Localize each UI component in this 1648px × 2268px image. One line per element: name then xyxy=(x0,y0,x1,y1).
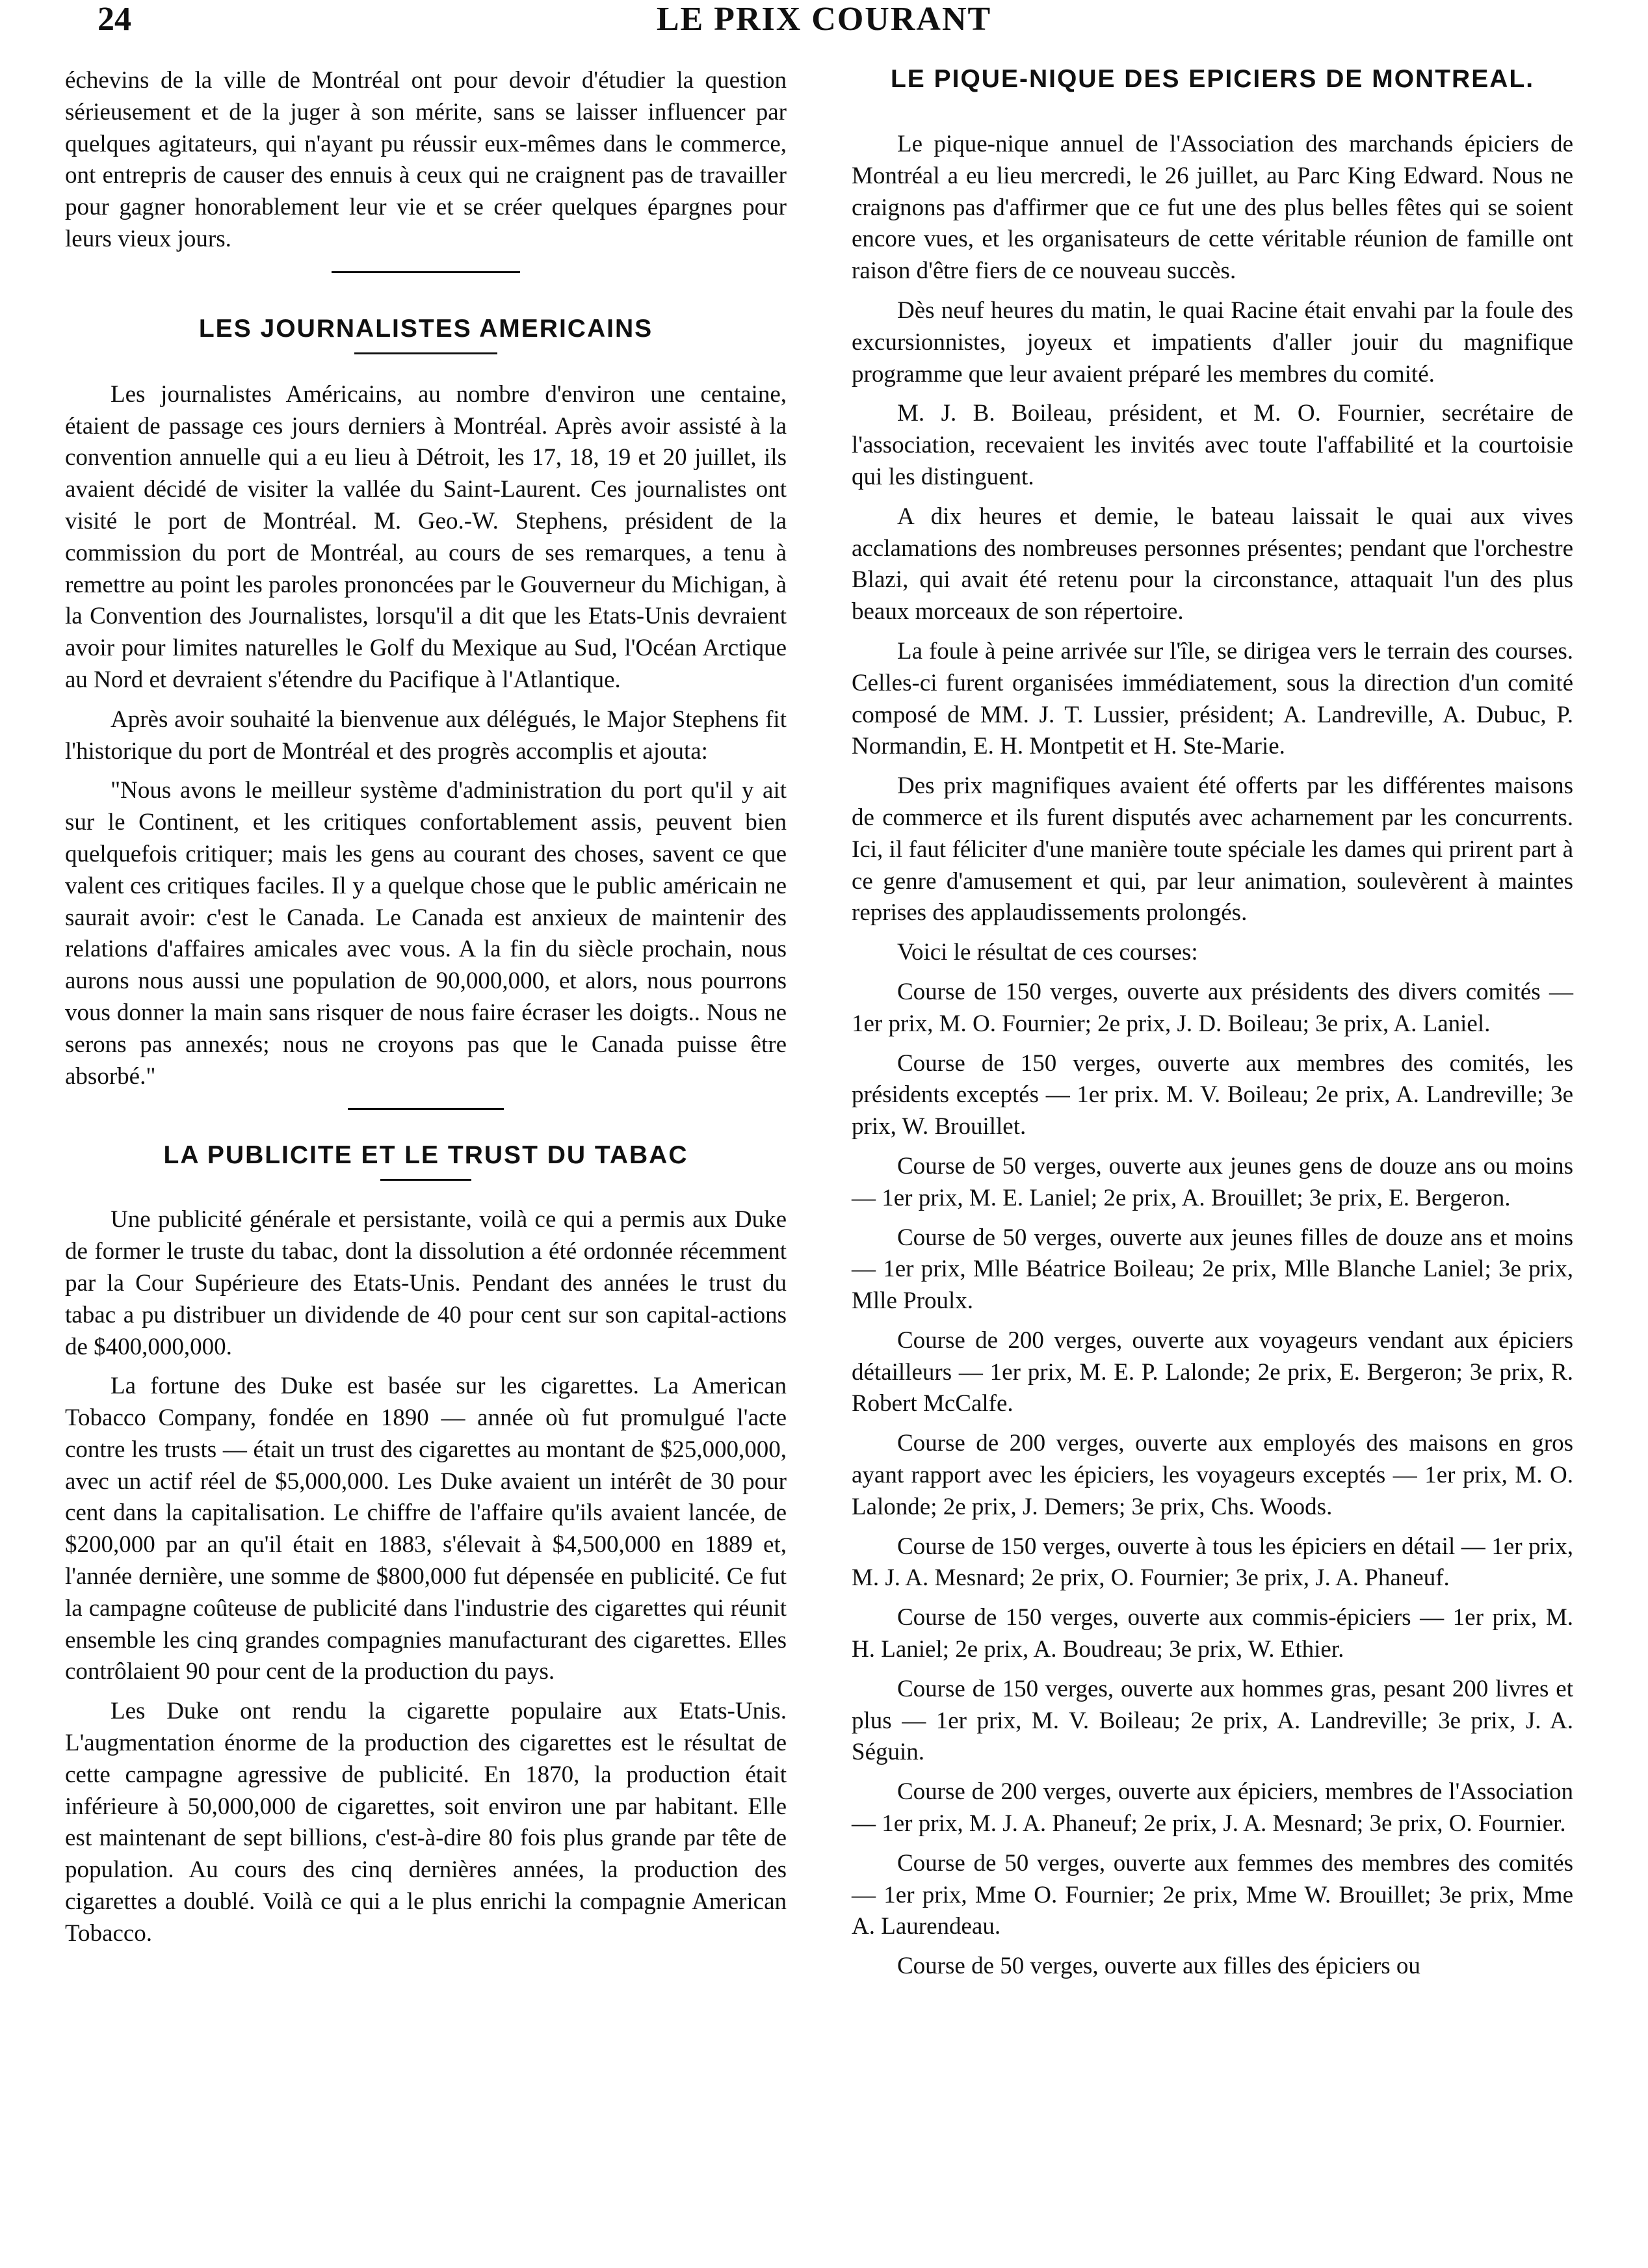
title-underline xyxy=(354,352,497,354)
article-paragraph: Une publicité générale et persistante, voilà ce qui a permis aux Duke de former le truste du tabac, dont la dissolution a été ordonnée récemment par la Cour Supérieure des Etats-Unis. Pendant des années le trust du tabac a pu distribuer un dividende de 40 pour cent sur son capital-actions de $400,000,000. xyxy=(65,1206,787,1360)
title-underline xyxy=(380,1179,471,1181)
article-title-publicite: LA PUBLICITE ET LE TRUST DU TABAC xyxy=(163,1141,688,1170)
right-column xyxy=(852,65,1573,1990)
left-column xyxy=(65,65,787,1958)
article-title-journalistes: LES JOURNALISTES AMERICAINS xyxy=(198,314,653,343)
article-paragraph: La foule à peine arrivée sur l'île, se dirigea vers le terrain des courses. Celles-ci furent organisées immédiatement, sous la direction d'un comité composé de MM. J. T. Lussier, président; A. Landreville, A. Dubuc, P. Normandin, E. H. Montpetit et H. Ste-Marie. xyxy=(852,637,1573,760)
article-paragraph: M. J. B. Boileau, président, et M. O. Fournier, secrétaire de l'association, recevaient les invités avec toute l'affabilité et la courtoisie qui les distinguent. xyxy=(852,400,1573,490)
race-result: Course de 150 verges, ouverte aux commis-épiciers — 1er prix, M. H. Laniel; 2e prix, A. Boudreau; 3e prix, W. Ethier. xyxy=(852,1604,1573,1663)
race-result: Course de 150 verges, ouverte à tous les épiciers en détail — 1er prix, M. J. A. Mesnard; 2e prix, O. Fournier; 3e prix, J. A. Phaneuf. xyxy=(852,1533,1573,1592)
race-result: Course de 50 verges, ouverte aux jeunes gens de douze ans ou moins — 1er prix, M. E. Laniel; 2e prix, A. Brouillet; 3e prix, E. Bergeron. xyxy=(852,1152,1573,1211)
article-paragraph: Les Duke ont rendu la cigarette populaire aux Etats-Unis. L'augmentation énorme de la production des cigarettes est le résultat de cette campagne agressive de publicité. En 1870, la production était inférieure à 50,000,000 de cigarettes, soit environ une par habitant. Elle est maintenant de sept billions, c'est-à-dire 80 fois plus grande par tête de population. Au cours des cinq dernières années, la production des cigarettes a doublé. Voilà ce qui a le plus enrichi la compagnie American Tobacco. xyxy=(65,1698,787,1947)
race-result: Course de 150 verges, ouverte aux membres des comités, les présidents exceptés — 1er prix. M. V. Boileau; 2e prix, A. Landreville; 3e prix, W. Brouillet. xyxy=(852,1049,1573,1141)
article-paragraph: Voici le résultat de ces courses: xyxy=(897,939,1198,966)
article-paragraph: Des prix magnifiques avaient été offerts par les différentes maisons de commerce et ils furent disputés avec acharnement par les concurrents. Ici, il faut féliciter d'une manière toute spéciale les dames qui prirent part à ce genre d'amusement et qui, par leur animation, soulevèrent à maintes reprises des applaudissements prolongés. xyxy=(852,772,1573,927)
race-result: Course de 200 verges, ouverte aux employés des maisons en gros ayant rapport avec les épiciers, les voyageurs exceptés — 1er prix, M. O. Lalonde; 2e prix, J. Demers; 3e prix, Chs. Woods. xyxy=(852,1430,1573,1520)
continuation-paragraph: échevins de la ville de Montréal ont pour devoir d'étudier la question sérieusement et de la juger à son mérite, sans se laisser influencer par quelques agitateurs, qui n'ayant pu réussir eux-mêmes dans le commerce, ont entrepris de causer des ennuis à ceux qui ne craignent pas de travailler pour gagner honorablement leur vie et se créer quelques épargnes pour leurs vieux jours. xyxy=(65,67,787,252)
race-result: Course de 200 verges, ouverte aux épiciers, membres de l'Association — 1er prix, M. J. A. Phaneuf; 2e prix, J. A. Mesnard; 3e prix, O. Fournier. xyxy=(852,1778,1573,1838)
article-title-pique-nique: LE PIQUE-NIQUE DES EPICIERS DE MONTREAL. xyxy=(890,65,1535,93)
race-result: Course de 150 verges, ouverte aux hommes gras, pesant 200 livres et plus — 1er prix, M. V. Boileau; 2e prix, A. Landreville; 3e prix, J. A. Séguin. xyxy=(852,1675,1573,1766)
article-paragraph: Les journalistes Américains, au nombre d'environ une centaine, étaient de passage ces jours derniers à Montréal. Après avoir assisté à la convention annuelle qui a eu lieu à Détroit, les 17, 18, 19 et 20 juillet, ils avaient décidé de visiter la vallée du Saint-Laurent. Ces journalistes ont visité le port de Montréal. M. Geo.-W. Stephens, président de la commission du port de Montréal, au cours de ses remarques, a tenu à remettre au point les paroles prononcées par le Gouverneur du Michigan, à la Convention des Journalistes, lorsqu'il a dit que les Etats-Unis devraient avoir pour limites naturelles le Golf du Mexique au Sud, l'Océan Arctique au Nord et devraient s'étendre du Pacifique à l'Atlantique. xyxy=(65,380,787,693)
race-result: Course de 150 verges, ouverte aux présidents des divers comités — 1er prix, M. O. Fournier; 2e prix, J. D. Boileau; 3e prix, A. Laniel. xyxy=(852,978,1573,1037)
section-divider xyxy=(348,1108,504,1110)
running-title: LE PRIX COURANT xyxy=(656,1,992,38)
race-result: Course de 50 verges, ouverte aux femmes des membres des comités — 1er prix, Mme O. Fournier; 2e prix, Mme W. Brouillet; 3e prix, Mme A. Laurendeau. xyxy=(852,1849,1573,1940)
page-number: 24 xyxy=(98,1,131,38)
race-result: Course de 200 verges, ouverte aux voyageurs vendant aux épiciers détailleurs — 1er prix, M. E. P. Lalonde; 2e prix, E. Bergeron; 3e prix, R. Robert McCalfe. xyxy=(852,1326,1573,1418)
article-paragraph: Dès neuf heures du matin, le quai Racine était envahi par la foule des excursionnistes, joyeux et impatients d'aller jouir du magnifique programme que leur avaient préparé les membres du comité. xyxy=(852,297,1573,388)
article-paragraph: "Nous avons le meilleur système d'administration du port qu'il y ait sur le Continent, et les critiques confortablement assis, peuvent bien quelquefois critiquer; mais les gens au courant des choses, savent ce que valent ces critiques faciles. Il y a quelque chose que le public américain ne saurait avoir: c'est le Canada. Le Canada est anxieux de maintenir des relations d'affaires amicales avec vous. A la fin du siècle prochain, nous aurons nous aussi une population de 90,000,000, et alors, nous pourrons vous donner la main sans risquer de nous faire écraser les doigts.. Nous ne serons pas annexés; nous ne croyons pas que le Canada puisse être absorbé." xyxy=(65,777,787,1090)
title-spacer xyxy=(852,103,1573,129)
section-divider xyxy=(332,271,520,273)
article-paragraph: A dix heures et demie, le bateau laissait le quai aux vives acclamations des nombreuses personnes présentes; pendant que l'orchestre Blazi, qui avait été retenu pour la circonstance, attaquait l'un des plus beaux morceaux de son répertoire. xyxy=(852,503,1573,626)
article-paragraph: La fortune des Duke est basée sur les cigarettes. La American Tobacco Company, fondée en 1890 — année où fut promulgué l'acte contre les trusts — était un trust des cigarettes au montant de $25,000,000, avec un actif réel de $5,000,000. Les Duke avaient un intérêt de 30 pour cent dans la capitalisation. Le chiffre de l'affaire qu'ils avaient lancée, de $200,000 par an qu'il était en 1883, s'élevait à $4,500,000 en 1889 et, l'année dernière, une somme de $800,000 fut dépensée en publicité. Ce fut la campagne coûteuse de publicité dans l'industrie des cigarettes qui réunit ensemble les cinq grandes compagnies manufacturant des cigarettes. Elles contrôlaient 90 pour cent de la production du pays. xyxy=(65,1373,787,1685)
page-header xyxy=(0,0,1648,46)
race-result: Course de 50 verges, ouverte aux filles des épiciers ou xyxy=(897,1953,1420,1980)
race-result: Course de 50 verges, ouverte aux jeunes filles de douze ans et moins — 1er prix, Mlle Béatrice Boileau; 2e prix, Mlle Blanche Laniel; 3e prix, Mlle Proulx. xyxy=(852,1224,1573,1315)
article-paragraph: Après avoir souhaité la bienvenue aux délégués, le Major Stephens fit l'historique du port de Montréal et des progrès accomplis et ajouta: xyxy=(65,705,787,765)
article-paragraph: Le pique-nique annuel de l'Association des marchands épiciers de Montréal a eu lieu mercredi, le 26 juillet, au Parc King Edward. Nous ne craignons pas d'affirmer que ce fut une des plus belles fêtes qui se soient encore vues, et les organisateurs de cette véritable réunion de famille ont raison d'être fiers de ce nouveau succès. xyxy=(852,131,1573,285)
